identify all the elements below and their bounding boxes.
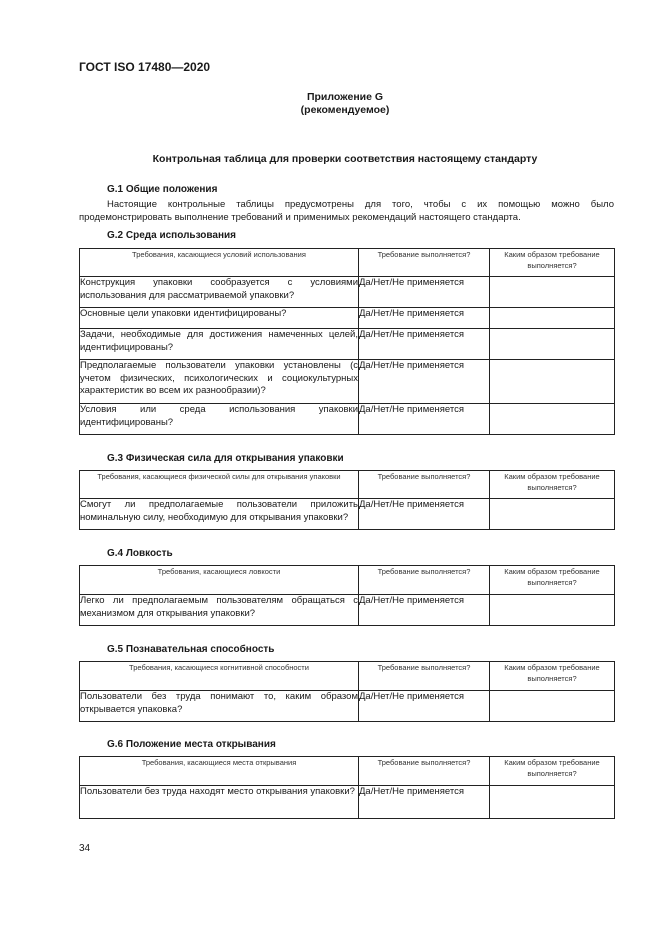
- table-g4: [79, 565, 615, 626]
- answer-options: Да/Нет/Не применяется: [359, 404, 490, 435]
- col-how-header: Каким образом требование выполняется?: [490, 249, 615, 277]
- requirement-text: Пользователи без труда находят место открывания упаковки?: [80, 786, 359, 819]
- answer-cell[interactable]: [490, 308, 615, 329]
- requirement-text: Задачи, необходимые для достижения намеченных целей, идентифицированы?: [80, 329, 359, 360]
- answer-options: Да/Нет/Не применяется: [359, 595, 490, 626]
- col-fulfilled-header: Требование выполняется?: [359, 662, 490, 691]
- table-row: [80, 786, 615, 819]
- col-requirements-header: Требования, касающиеся когнитивной способности: [80, 662, 359, 691]
- col-requirements-header: Требования, касающиеся физической силы для открывания упаковки: [80, 471, 359, 499]
- table-row: [80, 691, 615, 722]
- table-header-row: [80, 662, 615, 691]
- table-header-row: [80, 566, 615, 595]
- answer-options: Да/Нет/Не применяется: [359, 499, 490, 530]
- table-row: [80, 308, 615, 329]
- col-requirements-header: Требования, касающиеся условий использования: [80, 249, 359, 277]
- answer-options: Да/Нет/Не применяется: [359, 308, 490, 329]
- answer-cell[interactable]: [490, 360, 615, 404]
- main-title: Контрольная таблица для проверки соответствия настоящему стандарту: [152, 153, 538, 165]
- table-g2: [79, 248, 615, 435]
- requirement-text: Основные цели упаковки идентифицированы?: [80, 308, 359, 329]
- table-row: [80, 595, 615, 626]
- requirement-text: Условия или среда использования упаковки идентифицированы?: [80, 404, 359, 435]
- table-g3: [79, 470, 615, 530]
- table-g5: [79, 661, 615, 722]
- table-header-row: [80, 757, 615, 786]
- table-row: [80, 277, 615, 308]
- answer-options: Да/Нет/Не применяется: [359, 691, 490, 722]
- appendix-subtitle: (рекомендуемое): [300, 104, 390, 116]
- col-how-header: Каким образом требование выполняется?: [490, 566, 615, 595]
- table-row: [80, 499, 615, 530]
- table-header-row: [80, 471, 615, 499]
- requirement-text: Предполагаемые пользователи упаковки установлены (с учетом физических, психологических и социокультурных характеристик во всем их разнообразии)?: [80, 360, 359, 404]
- table-row: [80, 329, 615, 360]
- appendix-title: Приложение G: [306, 91, 384, 103]
- answer-cell[interactable]: [490, 329, 615, 360]
- answer-cell[interactable]: [490, 499, 615, 530]
- requirement-text: Пользователи без труда понимают то, каким образом открывается упаковка?: [80, 691, 359, 722]
- requirement-text: Смогут ли предполагаемые пользователи приложить номинальную силу, необходимую для открывания упаковки?: [80, 499, 359, 530]
- answer-options: Да/Нет/Не применяется: [359, 786, 490, 819]
- table-header-row: [80, 249, 615, 277]
- section-g6-heading: G.6 Положение места открывания: [107, 739, 276, 750]
- col-how-header: Каким образом требование выполняется?: [490, 471, 615, 499]
- appendix-heading: [0, 91, 661, 117]
- table-row: [80, 404, 615, 435]
- page-number: 34: [79, 843, 91, 854]
- section-g1-text: Настоящие контрольные таблицы предусмотрены для того, чтобы с их помощью можно было продемонстрировать выполнение требований и применимых рекомендаций настоящего стандарта.: [79, 199, 614, 223]
- document-code: ГОСТ ISO 17480—2020: [79, 60, 211, 74]
- section-g2-heading: G.2 Среда использования: [107, 230, 237, 241]
- col-fulfilled-header: Требование выполняется?: [359, 249, 490, 277]
- section-g1-heading: G.1 Общие положения: [107, 184, 218, 195]
- col-how-header: Каким образом требование выполняется?: [490, 662, 615, 691]
- answer-cell[interactable]: [490, 277, 615, 308]
- answer-cell[interactable]: [490, 404, 615, 435]
- col-requirements-header: Требования, касающиеся места открывания: [80, 757, 359, 786]
- answer-cell[interactable]: [490, 786, 615, 819]
- requirement-text: Легко ли предполагаемым пользователям обращаться с механизмом для открывания упаковки?: [80, 595, 359, 626]
- col-how-header: Каким образом требование выполняется?: [490, 757, 615, 786]
- table-row: [80, 360, 615, 404]
- col-fulfilled-header: Требование выполняется?: [359, 566, 490, 595]
- section-g3-heading: G.3 Физическая сила для открывания упаковки: [107, 453, 344, 464]
- answer-options: Да/Нет/Не применяется: [359, 329, 490, 360]
- answer-cell[interactable]: [490, 691, 615, 722]
- table-g6: [79, 756, 615, 819]
- answer-options: Да/Нет/Не применяется: [359, 277, 490, 308]
- requirement-text: Конструкция упаковки сообразуется с условиями использования для рассматриваемой упаковки?: [80, 277, 359, 308]
- col-requirements-header: Требования, касающиеся ловкости: [80, 566, 359, 595]
- section-g4-heading: G.4 Ловкость: [107, 548, 173, 559]
- answer-cell[interactable]: [490, 595, 615, 626]
- col-fulfilled-header: Требование выполняется?: [359, 757, 490, 786]
- col-fulfilled-header: Требование выполняется?: [359, 471, 490, 499]
- answer-options: Да/Нет/Не применяется: [359, 360, 490, 404]
- section-g5-heading: G.5 Познавательная способность: [107, 644, 275, 655]
